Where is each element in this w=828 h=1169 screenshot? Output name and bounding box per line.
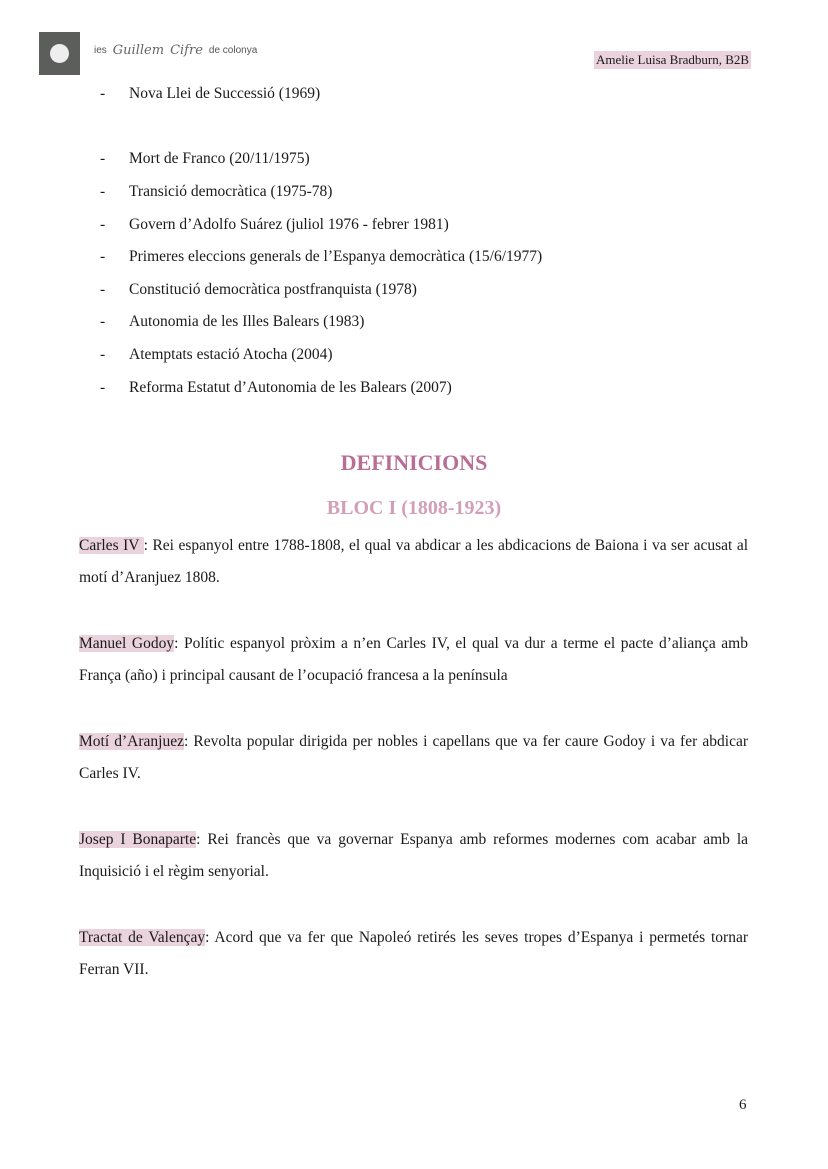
bullet-dash: -	[100, 248, 106, 266]
definition-text: Rei espanyol entre 1788-1808, el qual va abdicar a les abdicacions de Baiona i va ser acusat al motí d’Aranjuez 1808.	[79, 537, 749, 586]
timeline-list	[100, 78, 542, 404]
definition-term: Motí d’Aranjuez	[79, 733, 184, 750]
list-item: - Reforma Estatut d’Autonomia de les Balears (2007)	[100, 378, 452, 396]
list-item: - Nova Llei de Successió (1969)	[100, 85, 321, 103]
bullet-dash: -	[100, 378, 106, 396]
definition-term: Manuel Godoy	[79, 635, 175, 652]
school-logo-icon	[39, 32, 80, 75]
bullet-dash: -	[100, 85, 106, 103]
logo-suffix: de colonya	[208, 45, 258, 56]
definition-text: Acord que va fer que Napoleó retirés les seves tropes d’Espanya i permetés tornar Ferran VII.	[79, 929, 749, 978]
list-item: - Autonomia de les Illes Balears (1983)	[100, 313, 365, 331]
list-item: - Atemptats estació Atocha (2004)	[100, 346, 333, 364]
definition-tractat-valencay: Tractat de Valençay: Acord que va fer que Napoleó retirés les seves tropes d’Espanya i permetés tornar Ferran VII.	[79, 929, 749, 978]
school-logo-text	[94, 43, 257, 58]
bullet-dash: -	[100, 215, 106, 233]
definition-text: Revolta popular dirigida per nobles i capellans que va fer caure Godoy i va fer abdicar Carles IV.	[79, 733, 748, 782]
list-item: - Constitució democràtica postfranquista (1978)	[100, 280, 417, 298]
section-subtitle: BLOC I (1808-1923)	[326, 497, 502, 519]
bullet-dash: -	[100, 346, 106, 364]
bullet-dash: -	[100, 183, 106, 201]
list-spacer	[100, 111, 542, 144]
bullet-dash: -	[100, 280, 106, 298]
bullet-dash: -	[100, 313, 106, 331]
list-item: - Govern d’Adolfo Suárez (juliol 1976 - febrer 1981)	[100, 215, 449, 233]
definition-text: Rei francès que va governar Espanya amb reformes modernes com acabar amb la Inquisició i el règim senyorial.	[79, 831, 749, 880]
logo-name1: Guillem	[112, 43, 165, 58]
logo-name2: Cifre	[170, 43, 203, 58]
bullet-dash: -	[100, 150, 106, 168]
logo-circle	[50, 44, 69, 63]
definition-text: Polític espanyol pròxim a n’en Carles IV, el qual va dur a terme el pacte d’aliança amb França (año) i principal causant de l’ocupació francesa a la península	[79, 635, 748, 684]
definition-manuel-godoy: Manuel Godoy: Polític espanyol pròxim a n’en Carles IV, el qual va dur a terme el pacte d’aliança amb França (año) i principal causant de l’ocupació francesa a la península	[79, 635, 748, 684]
definition-term: Josep I Bonaparte	[79, 831, 197, 848]
list-item: - Primeres eleccions generals de l’Espanya democràtica (15/6/1977)	[100, 248, 543, 266]
definition-moti-aranjuez: Motí d’Aranjuez: Revolta popular dirigida per nobles i capellans que va fer caure Godoy i va fer abdicar Carles IV.	[79, 733, 748, 782]
definition-term: Carles IV	[79, 537, 144, 554]
definition-josep-bonaparte: Josep I Bonaparte: Rei francès que va governar Espanya amb reformes modernes com acabar amb la Inquisició i el règim senyorial.	[79, 831, 749, 880]
page-number: 6	[739, 1097, 747, 1113]
list-item: - Mort de Franco (20/11/1975)	[100, 150, 310, 168]
list-item: - Transició democràtica (1975-78)	[100, 183, 333, 201]
definition-term: Tractat de Valençay	[79, 929, 206, 946]
author-name: Amelie Luisa Bradburn, B2B	[596, 52, 750, 67]
section-title: DEFINICIONS	[340, 450, 488, 475]
definition-carles-iv: Carles IV : Rei espanyol entre 1788-1808, el qual va abdicar a les abdicacions de Baiona i va ser acusat al motí d’Aranjuez 1808.	[79, 537, 749, 586]
logo-prefix: ies	[94, 45, 107, 56]
